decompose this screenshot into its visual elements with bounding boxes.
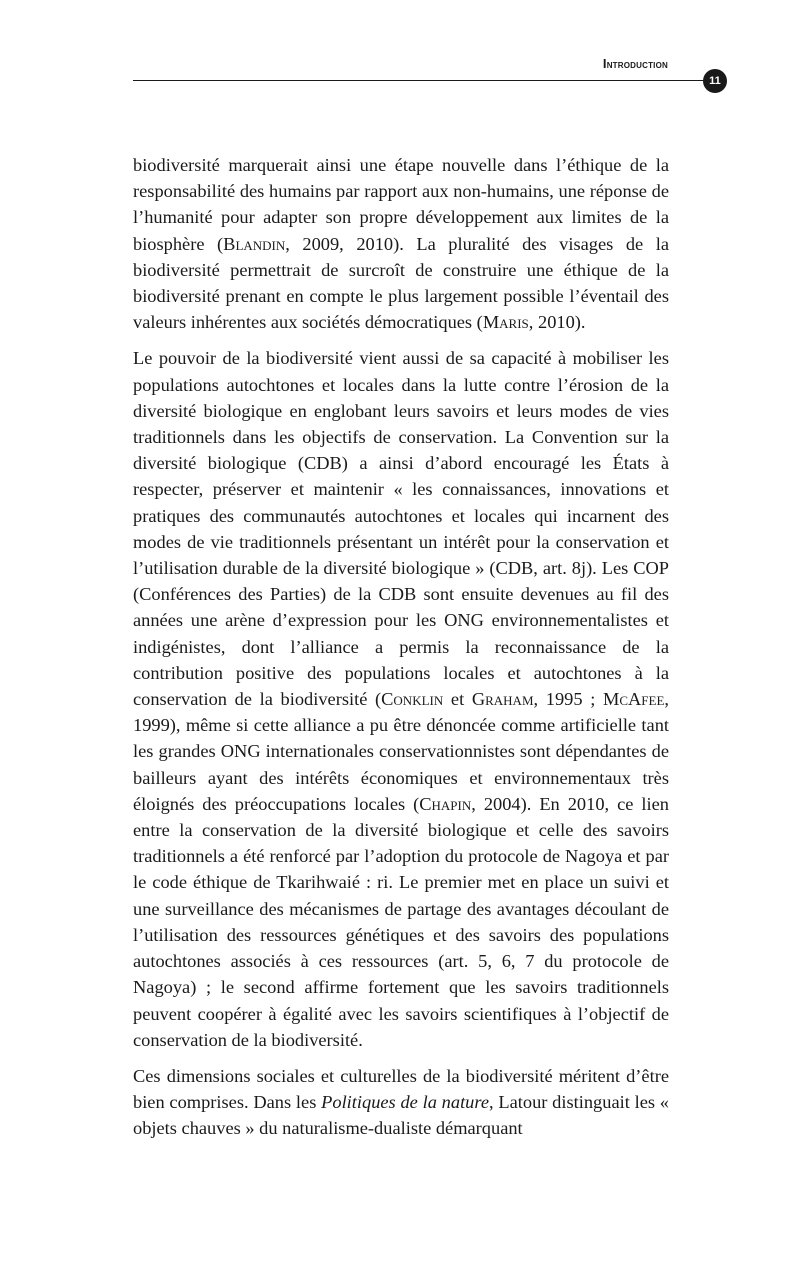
text-run: Le pouvoir de la biodiversité vient aussi de sa capacité à mobiliser les populations autochtones et locales dans la lutte contre l’érosion de la diversité biologique en englobant leurs savoirs et leurs modes de vies traditionnels dans les objectifs de conservation. La Convention sur la diversité biologique (CDB) a ainsi d’abord encouragé les États à respecter, préserver et maintenir « les connaissances, innovations et pratiques des communautés autochtones et locales qui incarnent des modes de vie traditionnels présentant un intérêt pour la conservation et l’utilisation durable de la diversité biologique » (CDB, art. 8j). Les COP (Conférences des Parties) de la CDB sont ensuite devenues au fil des années une arène d’expression pour les ONG environnementalistes et indigénistes, dont l’alliance a permis la reconnaissance de la contribution positive des populations locales et autochtones à la conservation de la biodiversité ( bbox=[133, 348, 669, 710]
text-run: , 1995 ; bbox=[533, 689, 603, 710]
body-text bbox=[133, 152, 669, 1142]
paragraph-1 bbox=[133, 152, 669, 335]
book-title: Politiques de la nature bbox=[321, 1092, 490, 1113]
citation-author: Maris bbox=[482, 312, 529, 333]
text-run: biodiversité marquerait ainsi une étape nouvelle dans l’éthique de la responsabilité des humains par rapport aux non-humains, une réponse de l’humanité pour adapter son propre développement aux limites de la biosphère ( bbox=[133, 155, 669, 254]
text-run: Ces dimensions sociales et culturelles de la biodiversité méritent d’être bien comprises. Dans les bbox=[133, 1065, 669, 1113]
citation-author: Chapin bbox=[419, 793, 472, 814]
paragraph-3 bbox=[133, 1063, 669, 1142]
text-run: et bbox=[443, 689, 472, 710]
text-run: , 2004). En 2010, ce lien entre la conservation de la diversité biologique et celle des savoirs traditionnels a été renforcé par l’adoption du protocole de Nagoya et par le code éthique de Tkarihwaié : ri. Le premier met en place un suivi et une surveillance des mécanismes de partage des avantages découlant de l’utilisation des ressources génétiques et des savoirs des populations autochtones associés à ces ressources (art. 5, 6, 7 du protocole de Nagoya) ; le second affirme fortement que les savoirs traditionnels peuvent coopérer à égalité avec les savoirs scientifiques à l’objectif de conservation de la biodiversité. bbox=[133, 793, 669, 1050]
citation-author: Graham bbox=[471, 689, 534, 710]
text-run: , 2009, 2010). La pluralité des visages de la biodiversité permettrait de surcroît de construire une éthique de la biodiversité prenant en compte le plus largement possible l’éventail des valeurs inhérentes aux sociétés démocratiques ( bbox=[133, 233, 669, 333]
page-number-badge: 11 bbox=[703, 69, 727, 93]
citation-author: Conklin bbox=[381, 689, 444, 710]
citation-author: Blandin bbox=[223, 233, 286, 254]
running-header bbox=[560, 56, 668, 71]
running-header-initial: I bbox=[602, 56, 607, 71]
text-run: , 2010). bbox=[528, 312, 586, 333]
citation-author: McAfee bbox=[602, 689, 665, 710]
text-run: , Latour distinguait les « objets chauves » du naturalisme-dualiste démarquant bbox=[133, 1092, 669, 1139]
paragraph-2 bbox=[133, 345, 669, 1052]
running-header-rest: ntroduction bbox=[606, 57, 668, 71]
header-rule bbox=[133, 80, 713, 81]
text-run: , 1999), même si cette alliance a pu être dénoncée comme artificielle tant les grandes ONG internationales conservationnistes sont dépendantes de bailleurs ayant des intérêts économiques et environnementaux très éloignés des préoccupations locales ( bbox=[133, 689, 669, 814]
